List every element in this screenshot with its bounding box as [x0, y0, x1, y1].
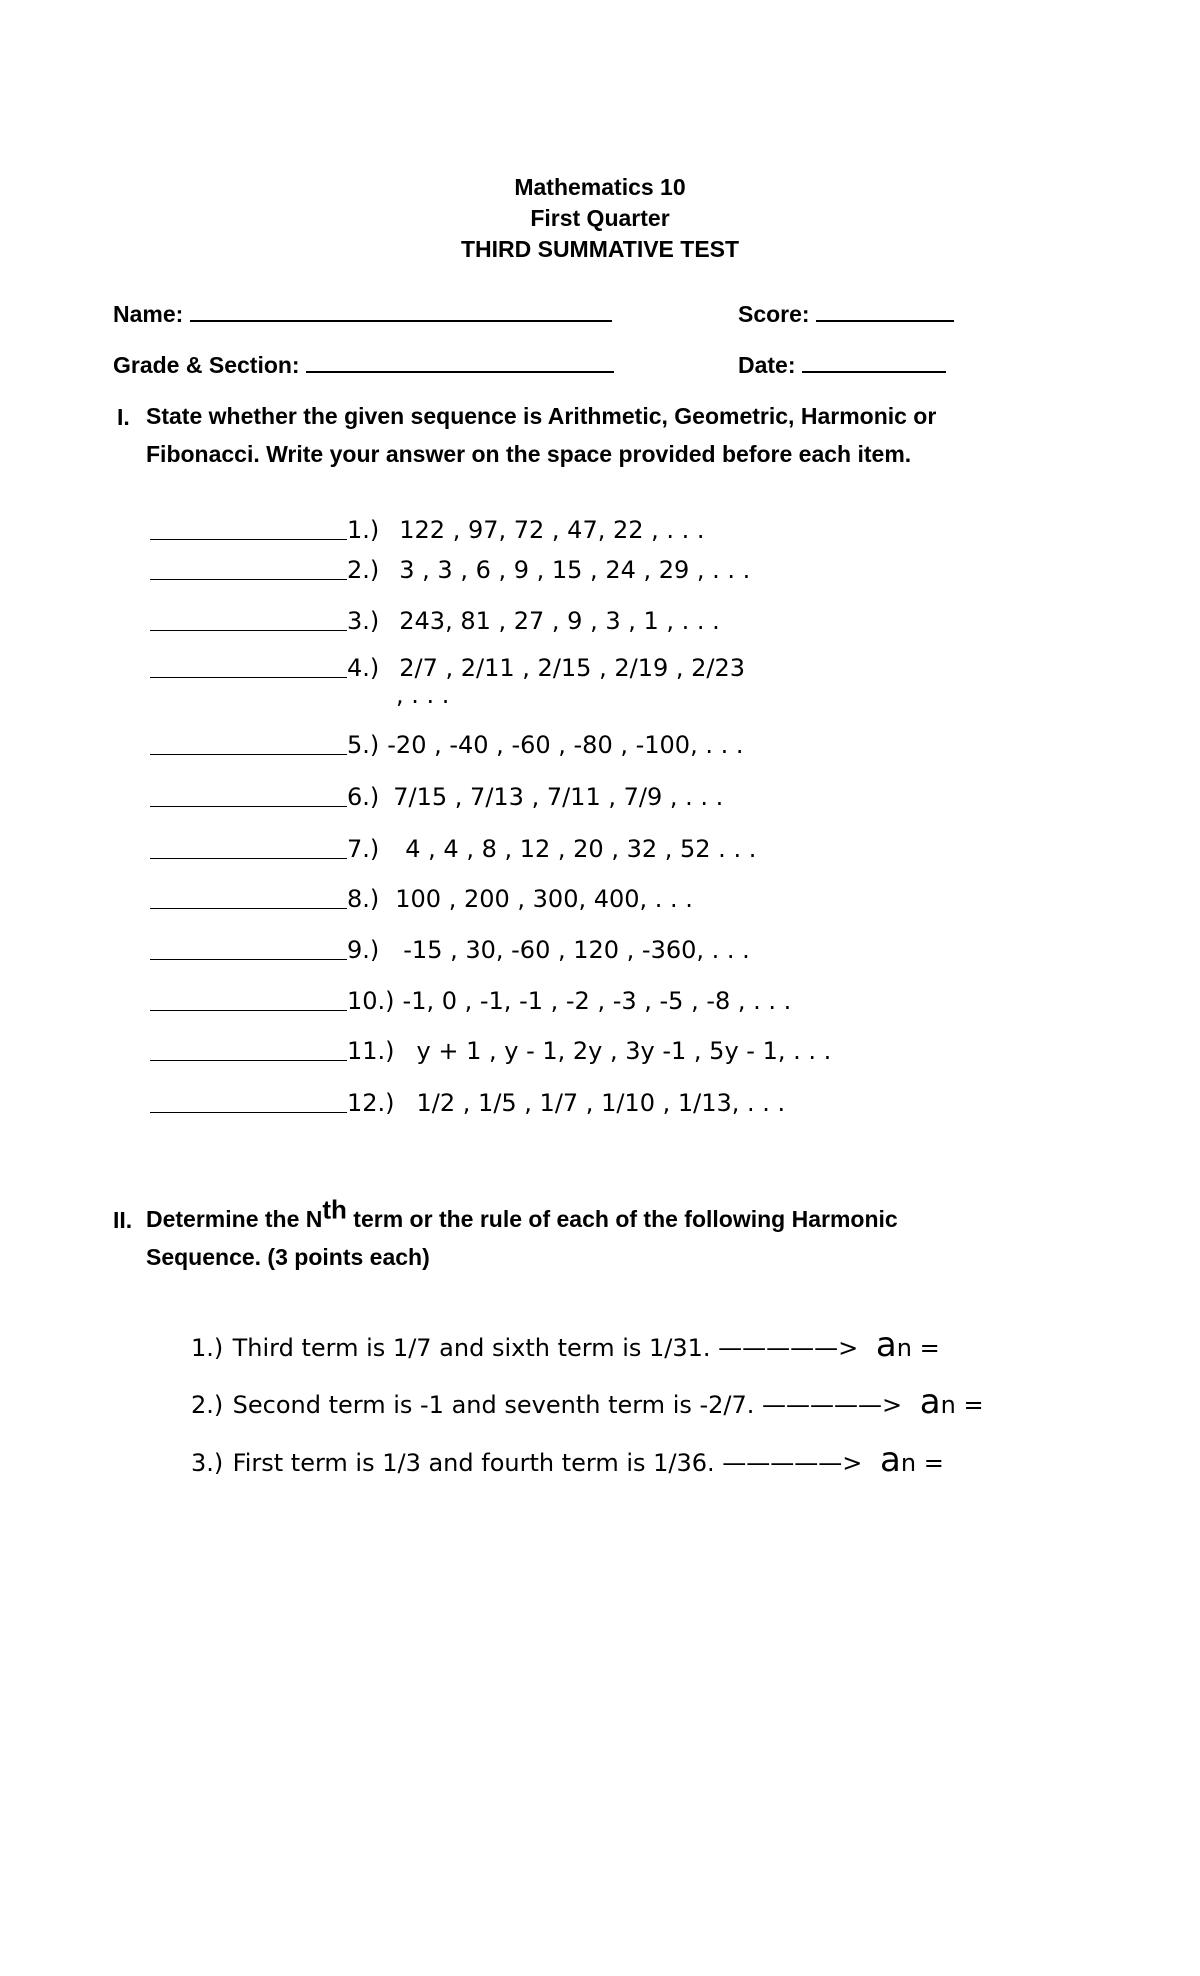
list-item	[150, 885, 693, 913]
item-sequence: 2/7 , 2/11 , 2/15 , 2/19 , 2/23	[399, 654, 746, 682]
score-line[interactable]	[816, 319, 954, 322]
section-2-instruction-line-1: Determine the $N^{th}$ term or the rule of each of the following Harmonic	[146, 1194, 898, 1232]
answer-blank[interactable]	[150, 538, 347, 540]
item-sequence-continued: , . . .	[396, 681, 450, 709]
item-sequence: 3 , 3 , 6 , 9 , 15 , 24 , 29 , . . .	[399, 556, 751, 584]
answer-blank[interactable]	[150, 1111, 347, 1113]
grade-section-line[interactable]	[306, 370, 614, 373]
problem-text: Second term is -1 and seventh term is -2/7.	[232, 1391, 755, 1419]
list-item	[150, 516, 705, 544]
a-sub-n-letter: a	[880, 1440, 901, 1480]
answer-blank[interactable]	[150, 629, 347, 631]
section-1-instruction-line-1: State whether the given sequence is Arithmetic, Geometric, Harmonic or	[146, 403, 937, 429]
item-sequence: 243, 81 , 27 , 9 , 3 , 1 , . . .	[399, 607, 720, 635]
list-item	[150, 1089, 785, 1117]
section-1-instruction-line-2: Fibonacci. Write your answer on the space provided before each item.	[146, 441, 912, 467]
list-item	[150, 835, 756, 863]
arrow: —————>	[762, 1391, 903, 1419]
problem-number: 3.)	[191, 1449, 224, 1477]
a-sub-n-rest: n =	[900, 1449, 944, 1477]
problem-text: First term is 1/3 and fourth term is 1/36.	[232, 1449, 715, 1477]
answer-blank[interactable]	[150, 805, 347, 807]
list-item	[150, 1037, 831, 1065]
item-number: 2.)	[347, 556, 380, 584]
answer-blank[interactable]	[150, 578, 347, 580]
problem-item	[191, 1382, 984, 1422]
answer-blank[interactable]	[150, 1059, 347, 1061]
score-field	[738, 301, 954, 328]
answer-blank[interactable]	[150, 1009, 347, 1011]
item-number: 9.)	[347, 936, 380, 964]
list-item	[150, 783, 723, 811]
item-sequence: -1, 0 , -1, -1 , -2 , -3 , -5 , -8 , . . .	[402, 987, 792, 1015]
grade-section-label: Grade & Section:	[113, 352, 300, 378]
score-label: Score:	[738, 301, 810, 327]
list-item	[150, 987, 791, 1015]
item-number: 1.)	[347, 516, 380, 544]
list-item	[150, 654, 745, 682]
item-number: 3.)	[347, 607, 380, 635]
grade-section-field	[113, 352, 614, 379]
item-sequence: 1/2 , 1/5 , 1/7 , 1/10 , 1/13, . . .	[416, 1089, 786, 1117]
list-item	[150, 936, 750, 964]
item-number: 12.)	[347, 1089, 395, 1117]
section-2-instruction-line-2: Sequence. (3 points each)	[146, 1244, 430, 1270]
section-1-instructions	[146, 397, 936, 473]
date-line[interactable]	[802, 370, 946, 373]
list-item	[150, 556, 750, 584]
name-line[interactable]	[190, 319, 612, 322]
problem-number: 2.)	[191, 1391, 224, 1419]
problem-item	[191, 1325, 940, 1365]
a-sub-n-rest: n =	[940, 1391, 984, 1419]
quarter-title: First Quarter	[530, 205, 670, 231]
item-number: 6.)	[347, 783, 380, 811]
name-label: Name:	[113, 301, 184, 327]
answer-blank[interactable]	[150, 753, 347, 755]
list-item	[150, 607, 720, 635]
item-sequence: 7/15 , 7/13 , 7/11 , 7/9 , . . .	[393, 783, 724, 811]
section-2-number: II.	[113, 1207, 133, 1233]
arrow: —————>	[722, 1449, 863, 1477]
item-number: 5.)	[347, 731, 380, 759]
answer-blank[interactable]	[150, 907, 347, 909]
section-1-number: I.	[117, 404, 130, 430]
item-sequence: -20 , -40 , -60 , -80 , -100, . . .	[387, 731, 744, 759]
superscript-th: th	[322, 1194, 347, 1225]
name-field	[113, 301, 612, 328]
item-number: 8.)	[347, 885, 380, 913]
item-number: 7.)	[347, 835, 380, 863]
arrow: —————>	[718, 1334, 859, 1362]
item-sequence: y + 1 , y - 1, 2y , 3y -1 , 5y - 1, . . .	[416, 1037, 832, 1065]
problem-number: 1.)	[191, 1334, 224, 1362]
date-field	[738, 352, 946, 379]
item-number: 10.)	[347, 987, 395, 1015]
date-label: Date:	[738, 352, 796, 378]
a-sub-n-letter: a	[919, 1382, 941, 1422]
answer-blank[interactable]	[150, 857, 347, 859]
item-sequence: 100 , 200 , 300, 400, . . .	[395, 885, 693, 913]
problem-text: Third term is 1/7 and sixth term is 1/31.	[232, 1334, 711, 1362]
item-number: 11.)	[347, 1037, 395, 1065]
section-2-instructions	[146, 1194, 898, 1276]
answer-blank[interactable]	[150, 958, 347, 960]
item-sequence: 4 , 4 , 8 , 12 , 20 , 32 , 52 . . .	[405, 835, 757, 863]
a-sub-n-rest: n =	[896, 1334, 940, 1362]
item-sequence: -15 , 30, -60 , 120 , -360, . . .	[403, 936, 750, 964]
item-sequence: 122 , 97, 72 , 47, 22 , . . .	[399, 516, 705, 544]
subject-title: Mathematics 10	[514, 174, 686, 200]
a-sub-n-letter: a	[875, 1325, 897, 1365]
test-title: THIRD SUMMATIVE TEST	[460, 236, 740, 262]
problem-item	[191, 1440, 944, 1480]
list-item	[150, 731, 743, 759]
item-number: 4.)	[347, 654, 380, 682]
answer-blank[interactable]	[150, 676, 347, 678]
